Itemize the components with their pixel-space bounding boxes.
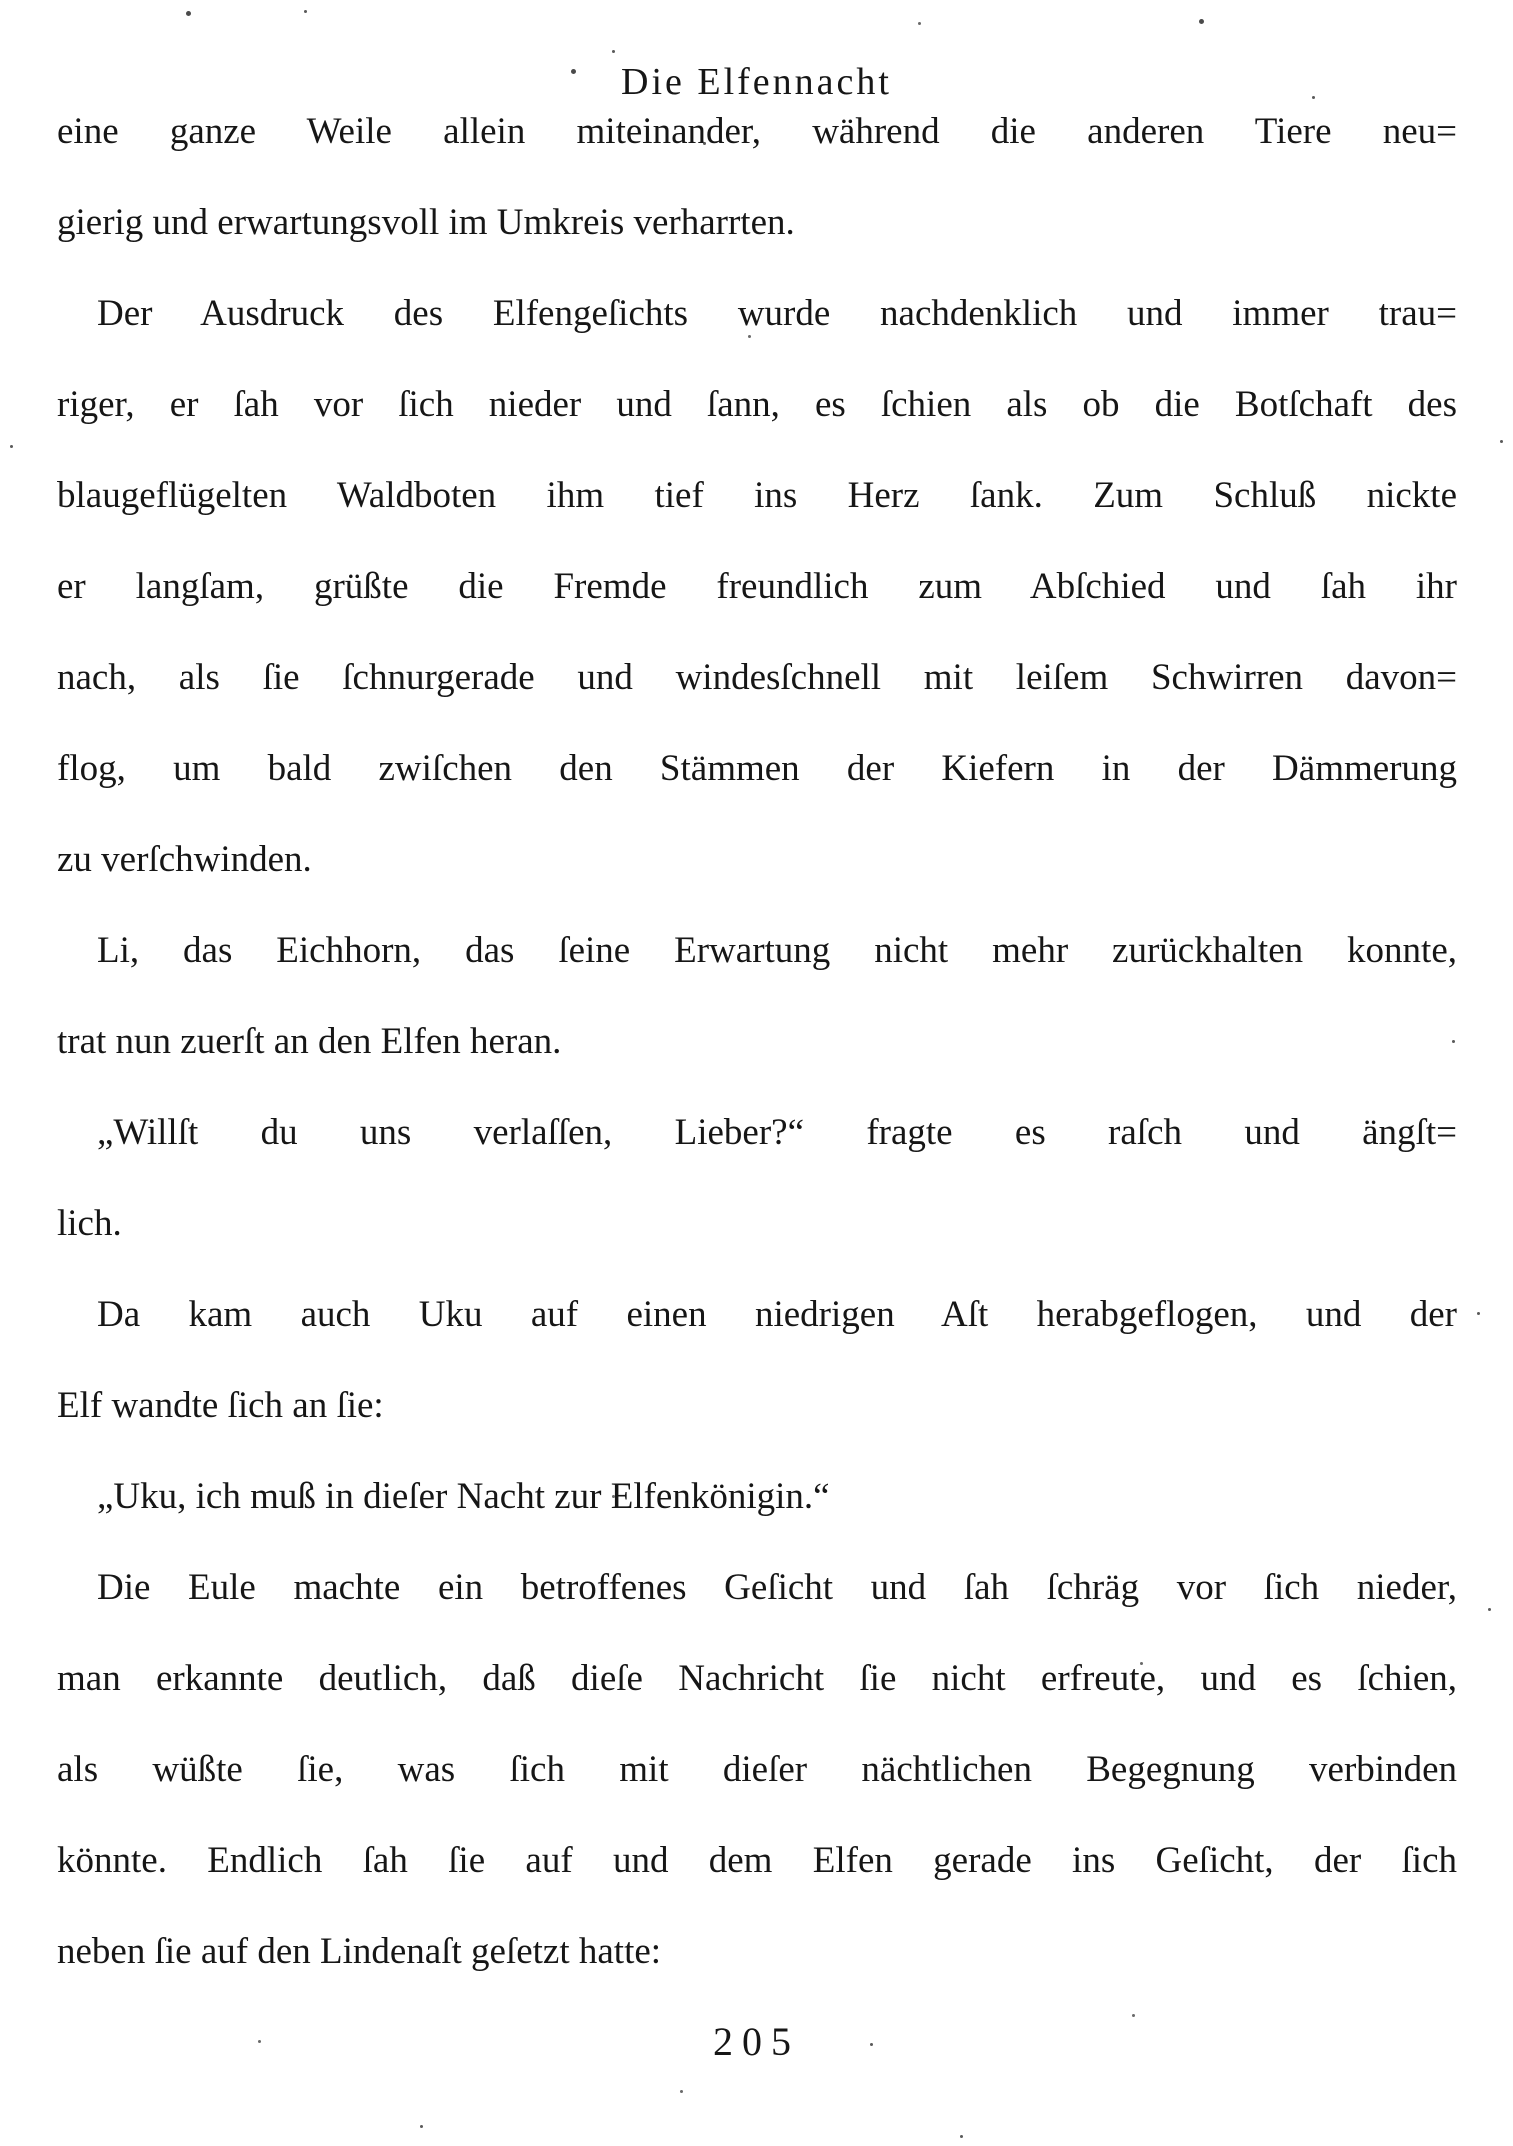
text-body <box>57 86 1457 1997</box>
text-line: Die Eule machte ein betroffenes Geſicht und ſah ſchräg vor ſich nieder, <box>97 1567 1457 1608</box>
text-line: gierig und erwartungsvoll im Umkreis verharrten. <box>57 202 795 243</box>
text-line: blaugeflügelten Waldboten ihm tief ins Herz ſank. Zum Schluß nickte <box>57 475 1457 516</box>
text-line: nach, als ſie ſchnurgerade und windesſchnell mit leiſem Schwirren davon= <box>57 657 1457 698</box>
text-line: trat nun zuerſt an den Elfen heran. <box>57 1021 562 1062</box>
scan-specks <box>0 0 3 3</box>
text-line: neben ſie auf den Lindenaſt geſetzt hatte: <box>57 1931 662 1972</box>
text-line: „Uku, ich muß in dieſer Nacht zur Elfenkönigin.“ <box>97 1476 830 1517</box>
text-line: lich. <box>57 1203 122 1244</box>
text-line: er langſam, grüßte die Fremde freundlich zum Abſchied und ſah ihr <box>57 566 1457 607</box>
text-line: als wüßte ſie, was ſich mit dieſer nächtlichen Begegnung verbinden <box>57 1749 1457 1790</box>
text-line: Der Ausdruck des Elfengeſichts wurde nachdenklich und immer trau= <box>97 293 1457 334</box>
text-line: „Willſt du uns verlaſſen, Lieber?“ fragte es raſch und ängſt= <box>97 1112 1457 1153</box>
text-line: eine ganze Weile allein miteinander, während die anderen Tiere neu= <box>57 111 1457 152</box>
page-header: Die Elfennacht <box>621 61 892 103</box>
text-line: flog, um bald zwiſchen den Stämmen der Kiefern in der Dämmerung <box>57 748 1457 789</box>
page-number: 205 <box>713 2019 800 2064</box>
text-line: Elf wandte ſich an ſie: <box>57 1385 384 1426</box>
text-line: man erkannte deutlich, daß dieſe Nachricht ſie nicht erfreute, und es ſchien, <box>57 1658 1457 1699</box>
text-line: Da kam auch Uku auf einen niedrigen Aſt herabgeflogen, und der <box>97 1294 1457 1335</box>
text-line: könnte. Endlich ſah ſie auf und dem Elfen gerade ins Geſicht, der ſich <box>57 1840 1457 1881</box>
text-line: Li, das Eichhorn, das ſeine Erwartung nicht mehr zurückhalten konnte, <box>97 930 1457 971</box>
text-line: riger, er ſah vor ſich nieder und ſann, es ſchien als ob die Botſchaft des <box>57 384 1457 425</box>
text-line: zu verſchwinden. <box>57 839 312 880</box>
